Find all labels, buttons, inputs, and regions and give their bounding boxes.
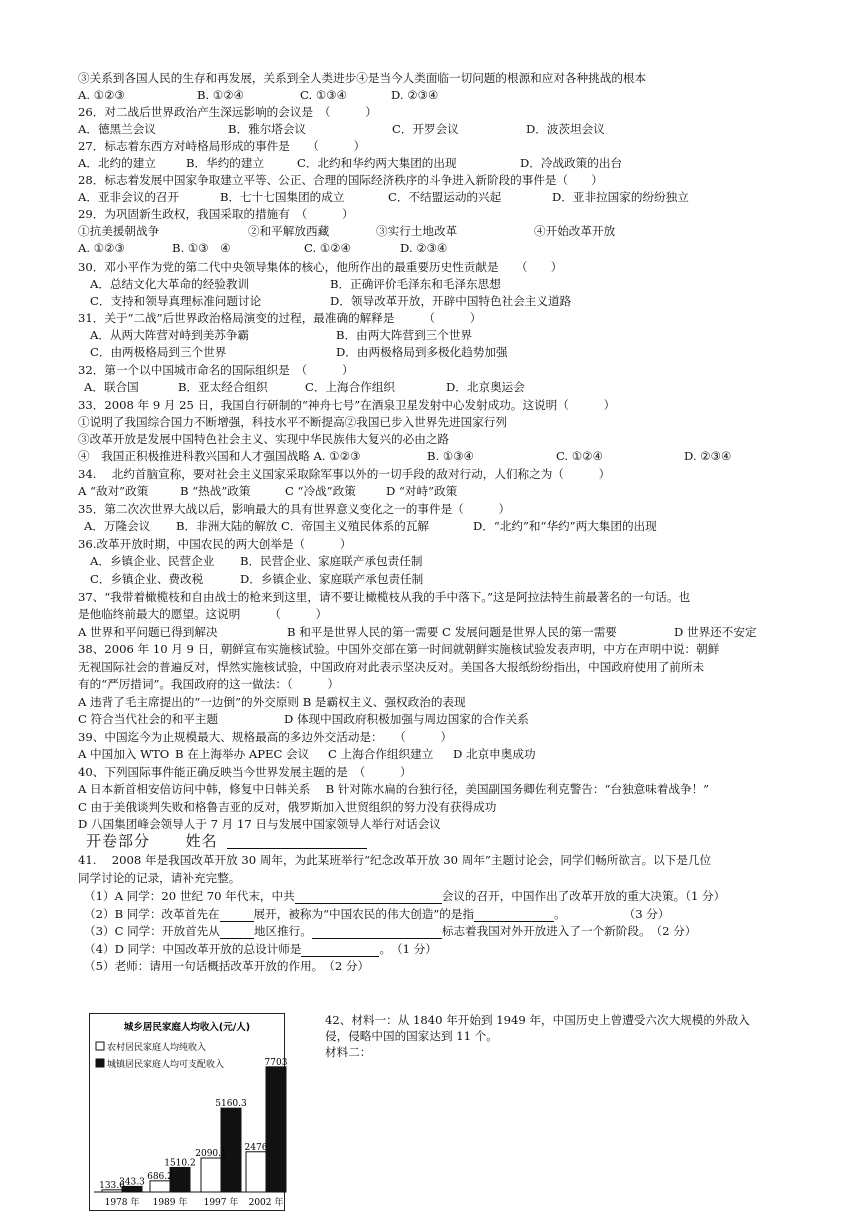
line-segment: B. ①②④	[197, 88, 245, 102]
line-segment: C. ①②④	[304, 241, 352, 255]
chart-x-axis	[94, 1192, 283, 1208]
x-tick-label: 1997 年	[203, 1198, 239, 1208]
line-segment: A．乡镇企业、民营企业	[90, 554, 215, 568]
q41-d	[84, 941, 437, 957]
line-segment: B．亚太经合组织	[178, 380, 268, 394]
line-segment: D．“北约”和“华约”两大集团的出现	[473, 519, 657, 533]
line-segment: B．由两大阵营到三个世界	[336, 328, 473, 342]
bar-value-label: 5160.3	[215, 1099, 247, 1110]
line-segment: ①抗美援朝战争	[78, 224, 160, 238]
line-segment: D 八国集团峰会领导人于 7 月 17 日与发展中国家领导人举行对话会议	[78, 817, 441, 831]
line-segment: 30．邓小平作为党的第二代中央领导集体的核心，他所作出的最重要历史性贡献是 （ ）	[78, 260, 563, 274]
line-segment: A．总结文化大革命的经验教训	[90, 277, 250, 291]
open-section-header	[86, 833, 367, 849]
line-segment: 有的“严厉措词”。我国政府的这一做法：（ ）	[78, 677, 340, 691]
bar-value-label: 133.6	[99, 1180, 125, 1191]
line-segment: B．华约的建立	[186, 156, 265, 170]
question-line	[78, 104, 377, 120]
q41-e-text: （5）老师：请用一句话概括改革开放的作用。 （2 分）	[84, 959, 370, 973]
question-line	[78, 870, 240, 886]
line-segment: 33．2008 年 9 月 25 日，我国自行研制的“神舟七号”在酒泉卫星发射中心发射成功。这说明（ ）	[78, 398, 616, 412]
q41-b-blank-1[interactable]	[220, 909, 254, 922]
line-segment: 37、“我带着橄榄枝和自由战士的枪来到这里，请不要让橄榄枝从我的手中落下。”这是阿拉法特生前最著名的一句话。也	[78, 590, 691, 604]
q41-c-text: （3）C 同学：开放首先从	[84, 924, 220, 938]
bar-value-label: 343.3	[119, 1177, 145, 1188]
line-segment: A．万隆会议	[84, 519, 151, 533]
q41-b-text-3: 。 （3 分）	[554, 907, 670, 921]
line-segment: B 在上海举办 APEC 会议	[175, 747, 310, 761]
q41-d-blank[interactable]	[301, 944, 379, 957]
line-segment: ②和平解放西藏	[248, 224, 330, 238]
line-segment: C．开罗会议	[392, 122, 459, 136]
line-segment: D. ②③④	[391, 88, 439, 102]
question-line	[78, 431, 449, 447]
q41-a	[84, 888, 725, 904]
line-segment: ④ 我国正积极推进科教兴国和人才强国战略 A. ①②③	[78, 449, 361, 463]
question-line	[78, 206, 354, 222]
q42-line-1: 42、材料一：从 1840 年开始到 1949 年，中国历史上曾遭受六次大规模的外敌入	[325, 1013, 750, 1027]
line-segment: 36.改革开放时期，中国农民的两大创举是（ ）	[78, 537, 352, 551]
line-segment: A．德黑兰会议	[78, 122, 156, 136]
line-segment: 无视国际社会的普遍反对，悍然实施核试验，中国政府对此表示坚决反对。美国各大报纸纷纷指出，中国政府使用了前所未	[78, 660, 705, 674]
question-line	[78, 764, 412, 780]
question-line	[78, 172, 603, 188]
line-segment: D．亚非拉国家的纷纷独立	[552, 190, 689, 204]
question-line	[78, 536, 352, 552]
line-segment: C “冷战”政策	[285, 484, 356, 498]
question-line	[78, 799, 496, 815]
question-line	[78, 466, 610, 482]
line-segment: 34. 北约首脑宣称，要对社会主义国家采取除军事以外的一切手段的敌对行动，人们称之为（ ）	[78, 467, 611, 481]
line-segment: D．领导改革开放，开辟中国特色社会主义道路	[330, 294, 572, 308]
line-segment: D “对峙”政策	[386, 484, 458, 498]
line-segment: D．冷战政策的出台	[520, 156, 623, 170]
line-segment: A．北约的建立	[78, 156, 156, 170]
line-segment: D．由两极格局到多极化趋势加强	[336, 345, 508, 359]
bar-value-label: 2476	[244, 1142, 268, 1153]
legend-label: 农村居民家庭人均纯收入	[107, 1043, 207, 1053]
x-tick-label: 1978 年	[104, 1198, 140, 1208]
line-segment: B．七十七国集团的成立	[220, 190, 345, 204]
line-segment: C 符合当代社会的和平主题	[78, 712, 219, 726]
q41-d-text-2: 。 （1 分）	[379, 942, 437, 956]
q41-d-text: （4）D 同学：中国改革开放的总设计师是	[84, 942, 302, 956]
bar-value-label: 1510.2	[164, 1158, 196, 1169]
line-segment: A．亚非会议的召开	[78, 190, 180, 204]
question-line	[78, 816, 441, 832]
line-segment: D 北京申奥成功	[453, 747, 536, 761]
line-segment: B．民营企业、家庭联产承包责任制	[240, 554, 423, 568]
question-line	[78, 362, 354, 378]
q41-c-blank-1[interactable]	[220, 926, 254, 939]
legend-label: 城镇居民家庭人均可支配收入	[107, 1060, 225, 1070]
line-segment: C. ①③④	[300, 88, 348, 102]
question-line	[78, 852, 711, 868]
chart-bars	[102, 1067, 286, 1192]
bar-value-label: 7703	[264, 1057, 288, 1068]
line-segment: 27．标志着东西方对峙格局形成的事件是 （ ）	[78, 139, 366, 153]
line-segment: 26．对二战后世界政治产生深远影响的会议是 （ ）	[78, 105, 377, 119]
bar	[246, 1152, 266, 1192]
open-section-title: 开卷部分	[86, 832, 151, 850]
question-line	[78, 729, 452, 745]
q42-line-3: 材料二：	[325, 1045, 372, 1059]
line-segment: D．北京奥运会	[446, 380, 525, 394]
question-line	[78, 414, 507, 430]
line-segment: B. ①③ ④	[172, 241, 231, 255]
line-segment: B．雅尔塔会议	[228, 122, 307, 136]
question-line	[78, 397, 615, 413]
q41-b-text-2: 展开，被称为“中国农民的伟大创造”的是指	[253, 907, 475, 921]
line-segment: 31．关于“二战”后世界政治格局演变的过程，最准确的解释是 （ ）	[78, 311, 482, 325]
line-segment: B．正确评价毛泽东和毛泽东思想	[330, 277, 501, 291]
q42-material-1	[325, 1012, 845, 1060]
bar-value-label: 686.2	[147, 1171, 173, 1182]
question-line	[78, 659, 704, 675]
name-label: 姓名	[185, 832, 218, 850]
line-segment: A 违背了毛主席提出的“一边倒”的外交原则 B 是霸权主义、强权政治的表现	[78, 695, 466, 709]
line-segment: ③改革开放是发展中国特色社会主义、实现中华民族伟大复兴的必由之路	[78, 432, 450, 446]
question-line	[78, 501, 510, 517]
q41-b-text: （2）B 同学：改革首先在	[84, 907, 220, 921]
line-segment: ③实行土地改革	[376, 224, 458, 238]
line-segment: C．北约和华约两大集团的出现	[297, 156, 457, 170]
q41-a-text-2: 会议的召开，中国作出了改革开放的重大决策。（1 分）	[441, 889, 726, 903]
line-segment: ③关系到各国人民的生存和再发展，关系到全人类进步④是当今人类面临一切问题的根源和应对各种挑战的根本	[78, 71, 647, 85]
line-segment: D 世界还不安定	[674, 625, 757, 639]
line-segment: A. ①②③	[78, 241, 125, 255]
question-line	[78, 781, 709, 797]
bar	[170, 1167, 190, 1192]
line-segment: C．支持和领导真理标准问题讨论	[90, 294, 262, 308]
bar	[150, 1181, 170, 1192]
line-segment: D．波茨坦会议	[526, 122, 605, 136]
bar-value-label: 2090.1	[195, 1149, 227, 1160]
question-line	[78, 138, 365, 154]
question-line	[78, 259, 562, 275]
q41-a-text: （1）A 同学：20 世纪 70 年代末，中共	[84, 889, 295, 903]
question-line	[78, 70, 646, 86]
line-segment: 是他临终前最大的愿望。这说明 （ ）	[78, 607, 328, 621]
line-segment: B. ①③④	[427, 449, 475, 463]
line-segment: 同学讨论的记录，请补充完整。	[78, 871, 241, 885]
line-segment: A 中国加入 WTO	[78, 747, 170, 761]
line-segment: B．非洲大陆的解放 C．帝国主义殖民体系的瓦解	[176, 519, 429, 533]
line-segment: D. ②③④	[400, 241, 448, 255]
line-segment: 29．为巩固新生政权，我国采取的措施有 （ ）	[78, 207, 354, 221]
line-segment: C．不结盟运动的兴起	[388, 190, 502, 204]
x-tick-label: 2002 年	[248, 1198, 284, 1208]
line-segment: D. ②③④	[684, 449, 732, 463]
q41-c-text-3: 标志着我国对外开放进入了一个新阶段。 （2 分）	[441, 924, 697, 938]
x-tick-label: 1989 年	[152, 1198, 188, 1208]
q41-b-blank-2[interactable]	[474, 909, 554, 922]
question-line	[78, 589, 690, 605]
line-segment: A．联合国	[84, 380, 139, 394]
q41-a-blank[interactable]	[295, 891, 442, 904]
line-segment: A 世界和平问题已得到解决	[78, 625, 218, 639]
line-segment: A “敌对”政策	[78, 484, 149, 498]
legend-swatch	[96, 1059, 104, 1067]
question-line	[78, 310, 481, 326]
line-segment: 39、中国迄今为止规模最大、规格最高的多边外交活动是： （ ）	[78, 730, 453, 744]
name-field[interactable]	[227, 836, 367, 849]
line-segment: C．由两极格局到三个世界	[90, 345, 227, 359]
question-line	[78, 676, 339, 692]
line-segment: D 体现中国政府积极加强与周边国家的合作关系	[284, 712, 529, 726]
income-bar-chart	[89, 1013, 288, 1211]
chart-svg	[90, 1014, 288, 1210]
q42-line-2: 侵，侵略中国的国家达到 11 个。	[325, 1029, 498, 1043]
chart-legend	[96, 1041, 224, 1070]
question-line	[78, 694, 466, 710]
question-line	[78, 606, 327, 622]
line-segment: A. ①②③	[78, 88, 125, 102]
chart-title: 城乡居民家庭人均收入(元/人)	[123, 1022, 251, 1033]
line-segment: B 和平是世界人民的第一需要 C 发展问题是世界人民的第一需要	[287, 625, 617, 639]
line-segment: C．上海合作组织	[305, 380, 396, 394]
q41-c-text-2: 地区推行。	[253, 924, 312, 938]
bar	[266, 1067, 286, 1192]
line-segment: A 日本新首相安倍访问中韩，修复中日韩关系 B 针对陈水扁的台独行径，美国副国务卿佐利克警告：“台独意味着战争！”	[78, 782, 710, 796]
line-segment: D．乡镇企业、家庭联产承包责任制	[240, 572, 424, 586]
line-segment: 38、2006 年 10 月 9 日，朝鲜宣布实施核试验。中国外交部在第一时间就朝鲜实施核试验发表声明，中方在声明中说：朝鲜	[78, 642, 720, 656]
line-segment: 40、下列国际事件能正确反映当今世界发展主题的是 （ ）	[78, 765, 412, 779]
line-segment: C．乡镇企业、费改税	[90, 572, 204, 586]
line-segment: B “热战”政策	[180, 484, 251, 498]
line-segment: 35．第二次次世界大战以后，影响最大的具有世界意义变化之一的事件是（ ）	[78, 502, 511, 516]
line-segment: C 由于美俄谈判失败和格鲁吉亚的反对，俄罗斯加入世贸组织的努力没有获得成功	[78, 800, 497, 814]
line-segment: A．从两大阵营对峙到美苏争霸	[90, 328, 250, 342]
line-segment: C. ①②④	[556, 449, 604, 463]
question-line	[78, 641, 719, 657]
q41-c	[84, 923, 696, 939]
line-segment: C 上海合作组织建立	[328, 747, 434, 761]
line-segment: 32．第一个以中国城市命名的国际组织是 （ ）	[78, 363, 354, 377]
line-segment: ①说明了我国综合国力不断增强，科技水平不断提高②我国已步入世界先进国家行列	[78, 415, 507, 429]
q41-e	[84, 958, 369, 974]
line-segment: ④开始改革开放	[534, 224, 616, 238]
legend-swatch	[96, 1042, 104, 1050]
q41-c-blank-2[interactable]	[312, 926, 442, 939]
line-segment: 28．标志着发展中国家争取建立平等、公正、合理的国际经济秩序的斗争进入新阶段的事件是（ ）	[78, 173, 603, 187]
bar	[201, 1158, 221, 1192]
q41-b	[84, 906, 669, 922]
line-segment: 41. 2008 年是我国改革开放 30 周年，为此某班举行“纪念改革开放 30 周年”主题讨论会，同学们畅所欲言。以下是几位	[78, 853, 712, 867]
